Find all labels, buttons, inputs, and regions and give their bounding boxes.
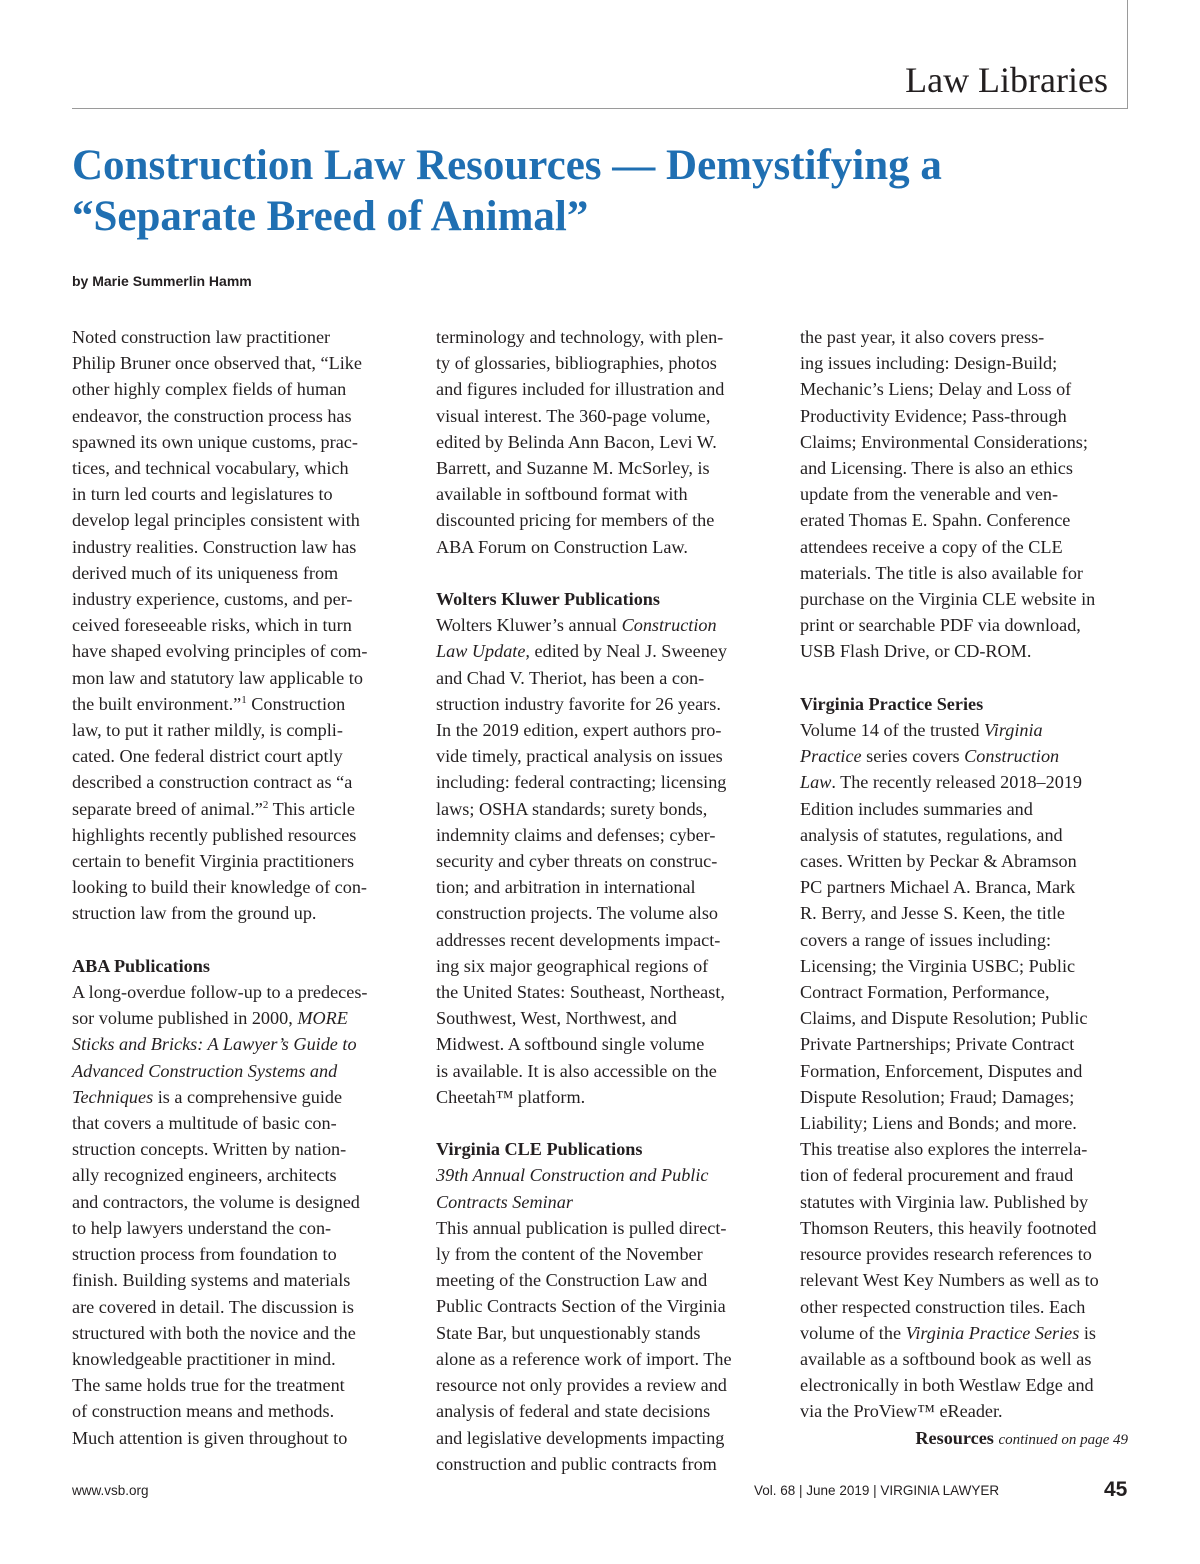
- text-line: develop legal principles consistent with: [72, 510, 360, 531]
- paragraph-gap: [436, 560, 776, 586]
- text-line: Licensing; the Virginia USBC; Public: [800, 955, 1076, 976]
- text-line: update from the venerable and ven-: [800, 484, 1059, 505]
- text-line: laws; OSHA standards; surety bonds,: [436, 798, 708, 819]
- text-line: endeavor, the construction process has: [72, 405, 352, 426]
- text-line: Formation, Enforcement, Disputes and: [800, 1060, 1083, 1081]
- text-line: mon law and statutory law applicable to: [72, 667, 363, 688]
- text-line: ally recognized engineers, architects: [72, 1165, 337, 1186]
- text-line: that covers a multitude of basic con-: [72, 1113, 337, 1134]
- text-line: Advanced Construction Systems and: [72, 1060, 338, 1081]
- text-line: Private Partnerships; Private Contract: [800, 1034, 1075, 1055]
- text-line: Thomson Reuters, this heavily footnoted: [800, 1217, 1097, 1238]
- text-line: tion of federal procurement and fraud: [800, 1165, 1074, 1186]
- text-line: construction and public contracts from: [436, 1453, 717, 1474]
- text-line: Philip Bruner once observed that, “Like: [72, 353, 362, 374]
- column-2: [436, 324, 776, 1477]
- section-heading-virginia-cle: Virginia CLE Publications: [436, 1139, 643, 1160]
- text-line: finish. Building systems and materials: [72, 1270, 351, 1291]
- text-line: Mechanic’s Liens; Delay and Loss of: [800, 379, 1072, 400]
- text-line: derived much of its uniqueness from: [72, 562, 339, 583]
- section-heading-virginia-practice: Virginia Practice Series: [800, 693, 984, 714]
- text-line: Noted construction law practitioner: [72, 327, 331, 347]
- text-line: struction concepts. Written by nation-: [72, 1139, 347, 1160]
- footer-issue-info: Vol. 68 | June 2019 | VIRGINIA LAWYER: [754, 1483, 1000, 1498]
- text-run: This article: [268, 798, 355, 819]
- text-line: In the 2019 edition, expert authors pro-: [436, 720, 722, 741]
- text-line: statutes with Virginia law. Published by: [800, 1191, 1089, 1212]
- text-line: [800, 743, 1140, 769]
- text-line: are covered in detail. The discussion is: [72, 1296, 354, 1317]
- text-line: alone as a reference work of import. The: [436, 1348, 732, 1369]
- text-run: Construction: [246, 693, 346, 714]
- text-line: Southwest, West, Northwest, and: [436, 1008, 677, 1029]
- text-line: This annual publication is pulled direct-: [436, 1217, 727, 1238]
- text-run: Volume 14 of the trusted: [800, 720, 985, 741]
- text-line: Public Contracts Section of the Virginia: [436, 1296, 726, 1317]
- text-line: via the ProView™ eReader.: [800, 1401, 1003, 1422]
- text-run: separate breed of animal.”: [72, 798, 263, 819]
- text-run: Virginia Practice Series: [905, 1322, 1080, 1343]
- paragraph-gap: [72, 927, 412, 953]
- text-line: described a construction contract as “a: [72, 772, 353, 793]
- text-line: struction process from foundation to: [72, 1244, 337, 1265]
- text-line: Liability; Liens and Bonds; and more.: [800, 1113, 1077, 1134]
- page-number: 45: [1104, 1478, 1128, 1501]
- text-line: indemnity claims and defenses; cyber-: [436, 824, 716, 845]
- text-line: ing issues including: Design-Build;: [800, 353, 1058, 374]
- text-line: structured with both the novice and the: [72, 1322, 356, 1343]
- text-line: and Chad V. Theriot, has been a con-: [436, 667, 705, 688]
- text-line: PC partners Michael A. Branca, Mark: [800, 877, 1076, 898]
- text-line: relevant West Key Numbers as well as to: [800, 1270, 1099, 1291]
- article-title: [72, 140, 1072, 242]
- text-line: security and cyber threats on construc-: [436, 851, 718, 872]
- text-line: other highly complex fields of human: [72, 379, 347, 400]
- text-line: [436, 638, 776, 664]
- title-line: Construction Law Resources — Demystifying a: [72, 142, 942, 189]
- text-line: have shaped evolving principles of com-: [72, 641, 368, 662]
- text-line: Sticks and Bricks: A Lawyer’s Guide to: [72, 1034, 357, 1055]
- text-line: Dispute Resolution; Fraud; Damages;: [800, 1086, 1075, 1107]
- text-line: resource provides research references to: [800, 1244, 1092, 1265]
- column-3: [800, 324, 1140, 1453]
- text-line: Contract Formation, Performance,: [800, 982, 1050, 1003]
- text-run: Law: [800, 772, 832, 793]
- paragraph-gap: [800, 665, 1140, 691]
- section-title: Law Libraries: [905, 60, 1108, 100]
- text-line: [800, 1320, 1140, 1346]
- text-line: [72, 1084, 412, 1110]
- text-run: is a comprehensive guide: [153, 1086, 343, 1107]
- text-line: the United States: Southeast, Northeast,: [436, 982, 725, 1003]
- text-line: other respected construction tiles. Each: [800, 1296, 1086, 1317]
- text-line: visual interest. The 360-page volume,: [436, 405, 711, 426]
- text-run: the built environment.”: [72, 693, 242, 714]
- text-line: construction projects. The volume also: [436, 903, 719, 924]
- footnote-ref: 1: [241, 693, 247, 706]
- paragraph-gap: [436, 1110, 776, 1136]
- continued-label: Resources: [915, 1427, 994, 1448]
- text-run: Construction: [964, 746, 1060, 767]
- text-line: industry experience, customs, and per-: [72, 589, 353, 610]
- text-line: tion; and arbitration in international: [436, 877, 696, 898]
- header-edge-line: [1127, 0, 1128, 108]
- text-line: ABA Forum on Construction Law.: [436, 536, 688, 557]
- text-line: [72, 1005, 412, 1031]
- section-heading-wolters-kluwer: Wolters Kluwer Publications: [436, 589, 660, 610]
- footnote-ref: 2: [262, 798, 269, 811]
- text-line: Claims, and Dispute Resolution; Public: [800, 1008, 1088, 1029]
- text-line: ing six major geographical regions of: [436, 955, 709, 976]
- text-line: meeting of the Construction Law and: [436, 1270, 708, 1291]
- text-line: terminology and technology, with plen-: [436, 327, 724, 347]
- text-line: analysis of federal and state decisions: [436, 1401, 711, 1422]
- text-line: Claims; Environmental Considerations;: [800, 431, 1088, 452]
- text-line: law, to put it rather mildly, is compli-: [72, 720, 343, 741]
- text-line: [72, 796, 412, 822]
- text-line: available as a softbound book as well as: [800, 1348, 1092, 1369]
- text-line: [436, 612, 776, 638]
- title-line: “Separate Breed of Animal”: [72, 193, 589, 240]
- publication-subtitle: Contracts Seminar: [436, 1191, 573, 1212]
- text-line: Cheetah™ platform.: [436, 1086, 586, 1107]
- text-line: of construction means and methods.: [72, 1401, 335, 1422]
- text-line: is available. It is also accessible on the: [436, 1060, 717, 1081]
- text-run: Practice: [800, 746, 862, 767]
- text-line: struction law from the ground up.: [72, 903, 317, 924]
- text-line: resource not only provides a review and: [436, 1375, 727, 1396]
- text-line: erated Thomas E. Spahn. Conference: [800, 510, 1071, 531]
- text-line: certain to benefit Virginia practitioners: [72, 851, 355, 872]
- text-run: Techniques: [72, 1086, 154, 1107]
- text-line: USB Flash Drive, or CD-ROM.: [800, 641, 1032, 662]
- text-run: MORE: [297, 1008, 348, 1029]
- text-line: and Licensing. There is also an ethics: [800, 458, 1073, 479]
- text-line: A long-overdue follow-up to a predeces-: [72, 982, 368, 1003]
- text-line: the past year, it also covers press-: [800, 327, 1045, 347]
- text-line: ceived foreseeable risks, which in turn: [72, 615, 352, 636]
- text-line: cases. Written by Peckar & Abramson: [800, 851, 1077, 872]
- text-line: available in softbound format with: [436, 484, 688, 505]
- text-line: edited by Belinda Ann Bacon, Levi W.: [436, 431, 717, 452]
- text-line: Midwest. A softbound single volume: [436, 1034, 705, 1055]
- text-line: [800, 769, 1140, 795]
- text-line: The same holds true for the treatment: [72, 1375, 345, 1396]
- text-line: ty of glossaries, bibliographies, photos: [436, 353, 717, 374]
- text-run: Virginia: [984, 720, 1043, 741]
- column-1: [72, 324, 412, 1451]
- text-line: spawned its own unique customs, prac-: [72, 431, 358, 452]
- text-line: struction industry favorite for 26 years.: [436, 693, 721, 714]
- text-line: materials. The title is also available for: [800, 562, 1083, 583]
- text-line: attendees receive a copy of the CLE: [800, 536, 1063, 557]
- text-line: [72, 691, 412, 717]
- section-heading-aba: ABA Publications: [72, 955, 210, 976]
- text-run: is: [1079, 1322, 1097, 1343]
- text-run: Wolters Kluwer’s annual: [436, 615, 622, 636]
- continued-page-ref: continued on page 49: [998, 1431, 1128, 1448]
- text-line: [800, 717, 1140, 743]
- text-run: Law Update,: [436, 641, 530, 662]
- text-line: addresses recent developments impact-: [436, 929, 721, 950]
- byline: by Marie Summerlin Hamm: [72, 273, 252, 289]
- text-line: looking to build their knowledge of con-: [72, 877, 367, 898]
- text-line: analysis of statutes, regulations, and: [800, 824, 1063, 845]
- text-line: Edition includes summaries and: [800, 798, 1033, 819]
- text-line: discounted pricing for members of the: [436, 510, 715, 531]
- text-line: purchase on the Virginia CLE website in: [800, 589, 1096, 610]
- text-line: and legislative developments impacting: [436, 1427, 725, 1448]
- text-line: print or searchable PDF via download,: [800, 615, 1081, 636]
- text-line: vide timely, practical analysis on issues: [436, 746, 723, 767]
- text-line: and figures included for illustration and: [436, 379, 725, 400]
- text-line: covers a range of issues including:: [800, 929, 1052, 950]
- header-rule: [72, 108, 1128, 109]
- text-line: Much attention is given throughout to: [72, 1427, 348, 1448]
- text-run: . The recently released 2018–2019: [831, 772, 1083, 793]
- publication-subtitle: 39th Annual Construction and Public: [436, 1165, 709, 1186]
- text-line: in turn led courts and legislatures to: [72, 484, 333, 505]
- text-line: and contractors, the volume is designed: [72, 1191, 360, 1212]
- text-run: sor volume published in 2000,: [72, 1008, 298, 1029]
- text-line: tices, and technical vocabulary, which: [72, 458, 349, 479]
- text-line: Barrett, and Suzanne M. McSorley, is: [436, 458, 710, 479]
- text-line: industry realities. Construction law has: [72, 536, 357, 557]
- text-run: volume of the: [800, 1322, 906, 1343]
- text-line: knowledgeable practitioner in mind.: [72, 1348, 336, 1369]
- text-run: Construction: [621, 615, 717, 636]
- text-line: R. Berry, and Jesse S. Keen, the title: [800, 903, 1066, 924]
- text-line: electronically in both Westlaw Edge and: [800, 1375, 1094, 1396]
- footer-url[interactable]: www.vsb.org: [72, 1483, 149, 1498]
- text-run: series covers: [861, 746, 965, 767]
- text-line: highlights recently published resources: [72, 824, 357, 845]
- text-line: This treatise also explores the interrela-: [800, 1139, 1088, 1160]
- text-line: Productivity Evidence; Pass-through: [800, 405, 1067, 426]
- text-line: ly from the content of the November: [436, 1244, 703, 1265]
- text-line: including: federal contracting; licensing: [436, 772, 727, 793]
- text-line: State Bar, but unquestionably stands: [436, 1322, 701, 1343]
- text-line: cated. One federal district court aptly: [72, 746, 343, 767]
- text-run: edited by Neal J. Sweeney: [529, 641, 727, 662]
- text-line: to help lawyers understand the con-: [72, 1217, 332, 1238]
- continued-note: [800, 1425, 1128, 1453]
